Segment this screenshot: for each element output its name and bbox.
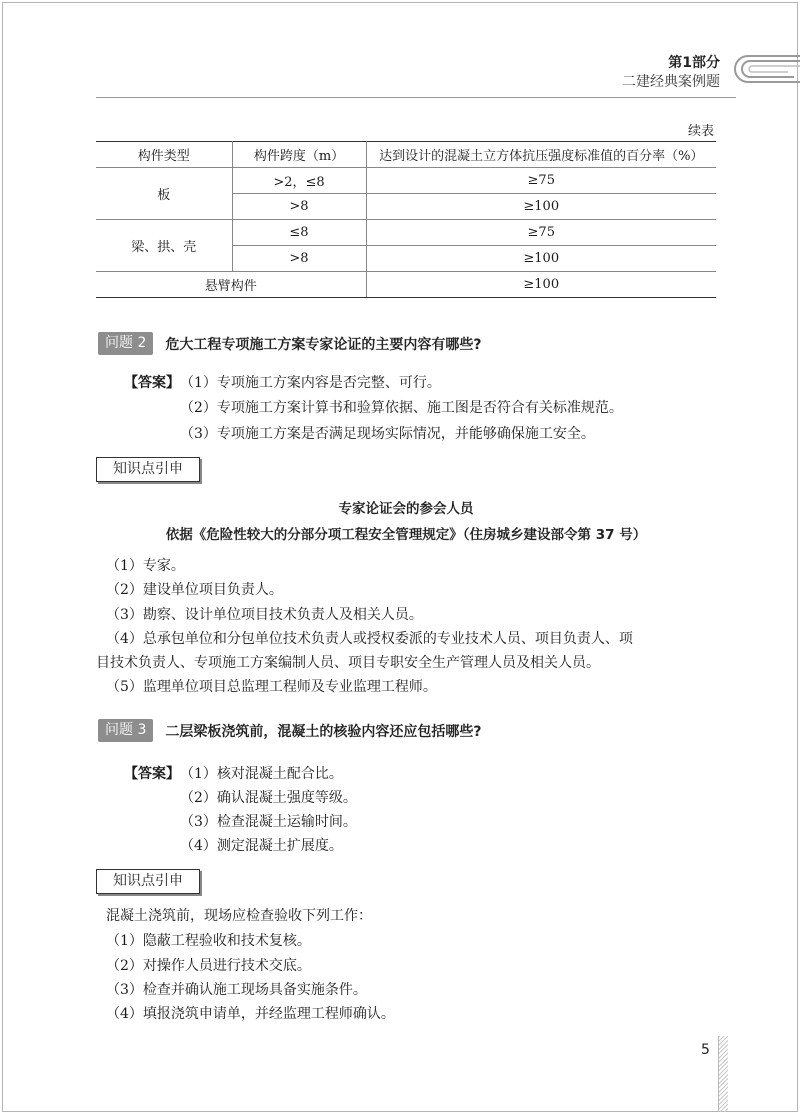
strength-table	[96, 141, 716, 298]
list-item: （1）专家。	[106, 558, 185, 574]
list-item: （4）总承包单位和分包单位技术负责人或授权委派的专业技术人员、项目负责人、项	[106, 631, 633, 647]
table-cell-pct: ≥100	[366, 194, 716, 220]
list-item: （5）监理单位项目总监理工程师及专业监理工程师。	[106, 679, 437, 695]
answer-line: （3）检查混凝土运输时间。	[180, 814, 357, 830]
table-cell-span: >8	[232, 246, 366, 272]
table-row	[96, 272, 716, 298]
table-row	[96, 220, 716, 246]
table-cell-pct: ≥100	[366, 272, 716, 298]
column-header: 构件跨度（m）	[232, 142, 366, 168]
table-cell-type: 悬臂构件	[96, 272, 366, 298]
list-item: （1）隐蔽工程验收和技术复核。	[106, 933, 311, 949]
column-header: 构件类型	[96, 142, 232, 168]
list-item: （3）勘察、设计单位项目技术负责人及相关人员。	[106, 607, 423, 623]
question-2	[98, 332, 481, 355]
page-edge-decoration	[718, 1036, 728, 1112]
section-subheading: 依据《危险性较大的分部分项工程安全管理规定》（住房城乡建设部令第 37 号）	[165, 527, 647, 543]
header-part: 第1部分	[668, 55, 720, 71]
answer-line: （1）专项施工方案内容是否完整、可行。	[180, 375, 441, 391]
list-item: （2）对操作人员进行技术交底。	[106, 958, 311, 974]
table-cell-pct: ≥75	[366, 220, 716, 246]
list-item: （2）建设单位项目负责人。	[106, 582, 283, 598]
answer-line: （4）测定混凝土扩展度。	[180, 838, 343, 854]
answer-label: 【答案】	[124, 375, 180, 391]
table-cell-pct: ≥75	[366, 168, 716, 194]
table-cell-span: >8	[232, 194, 366, 220]
column-header: 达到设计的混凝土立方体抗压强度标准值的百分率（%）	[366, 142, 716, 168]
question-title: 危大工程专项施工方案专家论证的主要内容有哪些?	[165, 336, 482, 353]
answer-label: 【答案】	[124, 766, 180, 782]
list-item: 目技术负责人、专项施工方案编制人员、项目专职安全生产管理人员及相关人员。	[96, 655, 600, 671]
table-header-row	[96, 142, 716, 168]
table-cell-type: 板	[96, 168, 232, 220]
paperclip-icon	[730, 52, 800, 86]
question-badge: 问题 2	[98, 332, 153, 355]
answer-line: （1）核对混凝土配合比。	[180, 766, 343, 782]
table-cell-span: >2，≤8	[232, 168, 366, 194]
table-cell-span: ≤8	[232, 220, 366, 246]
continued-label: 续表	[687, 124, 714, 139]
table-cell-type: 梁、拱、壳	[96, 220, 232, 272]
knowledge-point-label: 知识点引申	[96, 457, 200, 482]
answer-line: （2）确认混凝土强度等级。	[180, 790, 357, 806]
page-number: 5	[701, 1042, 710, 1058]
table-row	[96, 168, 716, 194]
answer-line: （3）专项施工方案是否满足现场实际情况，并能够确保施工安全。	[180, 426, 595, 442]
list-item: （4）填报浇筑申请单，并经监理工程师确认。	[106, 1006, 395, 1022]
question-3	[98, 719, 481, 742]
answer-line: （2）专项施工方案计算书和验算依据、施工图是否符合有关标准规范。	[180, 400, 623, 416]
list-item: 混凝土浇筑前，现场应检查验收下列工作：	[106, 908, 372, 924]
question-badge: 问题 3	[98, 719, 153, 742]
question-title: 二层梁板浇筑前，混凝土的核验内容还应包括哪些?	[165, 723, 482, 740]
header-rule	[96, 97, 736, 98]
section-heading: 专家论证会的参会人员	[338, 501, 474, 517]
knowledge-point-label: 知识点引申	[96, 869, 200, 894]
header-subtitle: 二建经典案例题	[622, 74, 720, 90]
table-cell-pct: ≥100	[366, 246, 716, 272]
list-item: （3）检查并确认施工现场具备实施条件。	[106, 982, 367, 998]
